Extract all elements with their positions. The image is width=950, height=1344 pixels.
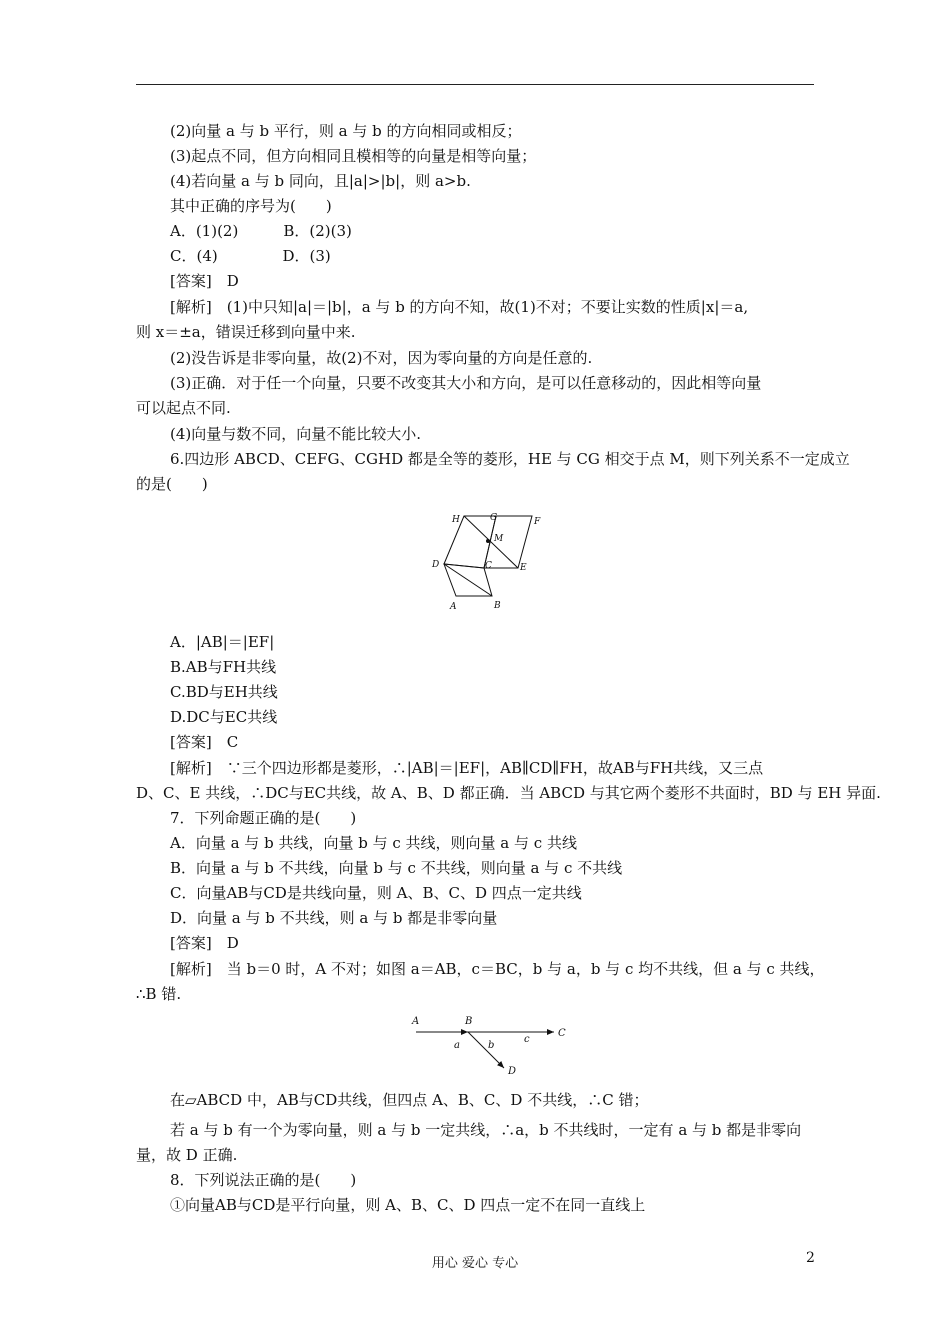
option-line: D.DC与EC共线 bbox=[170, 708, 278, 726]
label-B: B bbox=[494, 601, 501, 611]
analysis-line: (3)正确．对于任一个向量，只要不改变其大小和方向，是可以任意移动的，因此相等向量 bbox=[170, 374, 762, 392]
question-line: 7．下列命题正确的是( ) bbox=[170, 809, 357, 827]
text-line: (2)向量 a 与 b 平行，则 a 与 b 的方向相同或相反； bbox=[170, 122, 522, 140]
rhombus-figure bbox=[428, 508, 548, 616]
option-line: C.BD与EH共线 bbox=[170, 683, 278, 701]
answer-line: [答案] C bbox=[170, 733, 239, 751]
label-B: B bbox=[465, 1016, 473, 1027]
label-G: G bbox=[490, 513, 498, 523]
analysis-line: 在▱ABCD 中，AB与CD共线，但四点 A、B、C、D 不共线，∴C 错； bbox=[170, 1091, 649, 1109]
label-c: c bbox=[524, 1034, 530, 1045]
analysis-line: 则 x＝±a，错误迁移到向量中来. bbox=[136, 323, 356, 341]
vector-figure bbox=[408, 1012, 578, 1076]
label-a: a bbox=[454, 1040, 460, 1051]
option-line: B．向量 a 与 b 不共线，向量 b 与 c 不共线，则向量 a 与 c 不共线 bbox=[170, 859, 623, 877]
footer-text: 用心 爱心 专心 bbox=[431, 1256, 519, 1271]
option-line: D．向量 a 与 b 不共线，则 a 与 b 都是非零向量 bbox=[170, 909, 498, 927]
label-F: F bbox=[534, 517, 541, 527]
label-A: A bbox=[412, 1016, 420, 1027]
answer-line: [答案] D bbox=[170, 272, 239, 290]
analysis-line: (2)没告诉是非零向量，故(2)不对，因为零向量的方向是任意的. bbox=[170, 349, 593, 367]
label-A: A bbox=[450, 602, 457, 612]
analysis-line: [解析] 当 b＝0 时，A 不对；如图 a＝AB，c＝BC，b 与 a，b 与 c 均不共线，但 a 与 c 共线， bbox=[170, 960, 825, 978]
analysis-line: 量，故 D 正确. bbox=[136, 1146, 238, 1164]
label-H: H bbox=[452, 515, 460, 525]
label-b: b bbox=[488, 1040, 495, 1051]
page-number: 2 bbox=[806, 1250, 815, 1266]
text-line: (4)若向量 a 与 b 同向，且|a|>|b|，则 a>b. bbox=[170, 172, 471, 190]
label-C: C bbox=[558, 1028, 566, 1039]
header-rule bbox=[136, 84, 814, 85]
option-line: C．向量AB与CD是共线向量，则 A、B、C、D 四点一定共线 bbox=[170, 884, 582, 902]
label-M: M bbox=[494, 534, 504, 544]
analysis-line: (4)向量与数不同，向量不能比较大小. bbox=[170, 425, 422, 443]
statement-line: ①向量AB与CD是平行向量，则 A、B、C、D 四点一定不在同一直线上 bbox=[170, 1196, 646, 1214]
analysis-line: [解析] ∵三个四边形都是菱形，∴|AB|＝|EF|，AB∥CD∥FH，故AB与FH共线，又三点 bbox=[170, 759, 764, 777]
option-line: A．|AB|＝|EF| bbox=[170, 633, 275, 651]
text-line: (3)起点不同，但方向相同且模相等的向量是相等向量； bbox=[170, 147, 537, 165]
analysis-line: D、C、E 共线，∴DC与EC共线，故 A、B、D 都正确．当 ABCD 与其它两个菱形不共面时，BD 与 EH 异面. bbox=[136, 784, 881, 802]
analysis-line: [解析] (1)中只知|a|＝|b|，a 与 b 的方向不知，故(1)不对；不要让实数的性质|x|＝a, bbox=[170, 298, 749, 316]
option-line: C．(4) D．(3) bbox=[170, 247, 331, 265]
analysis-line: ∴B 错. bbox=[136, 985, 182, 1003]
analysis-line: 可以起点不同. bbox=[136, 399, 231, 417]
option-line: B.AB与FH共线 bbox=[170, 658, 277, 676]
label-D: D bbox=[508, 1066, 517, 1076]
label-E: E bbox=[520, 563, 527, 573]
option-line: A．向量 a 与 b 共线，向量 b 与 c 共线，则向量 a 与 c 共线 bbox=[170, 834, 577, 852]
option-line: A．(1)(2) B．(2)(3) bbox=[170, 222, 352, 240]
label-D: D bbox=[432, 560, 440, 570]
analysis-line: 若 a 与 b 有一个为零向量，则 a 与 b 一定共线，∴a，b 不共线时，一定有 a 与 b 都是非零向 bbox=[170, 1121, 802, 1139]
text-line: 其中正确的序号为( ) bbox=[170, 197, 332, 215]
answer-line: [答案] D bbox=[170, 934, 239, 952]
question-line: 6.四边形 ABCD、CEFG、CGHD 都是全等的菱形，HE 与 CG 相交于点 M，则下列关系不一定成立 bbox=[170, 450, 850, 468]
label-C: C bbox=[485, 561, 492, 571]
question-line: 8．下列说法正确的是( ) bbox=[170, 1171, 357, 1189]
question-line: 的是( ) bbox=[136, 475, 208, 493]
